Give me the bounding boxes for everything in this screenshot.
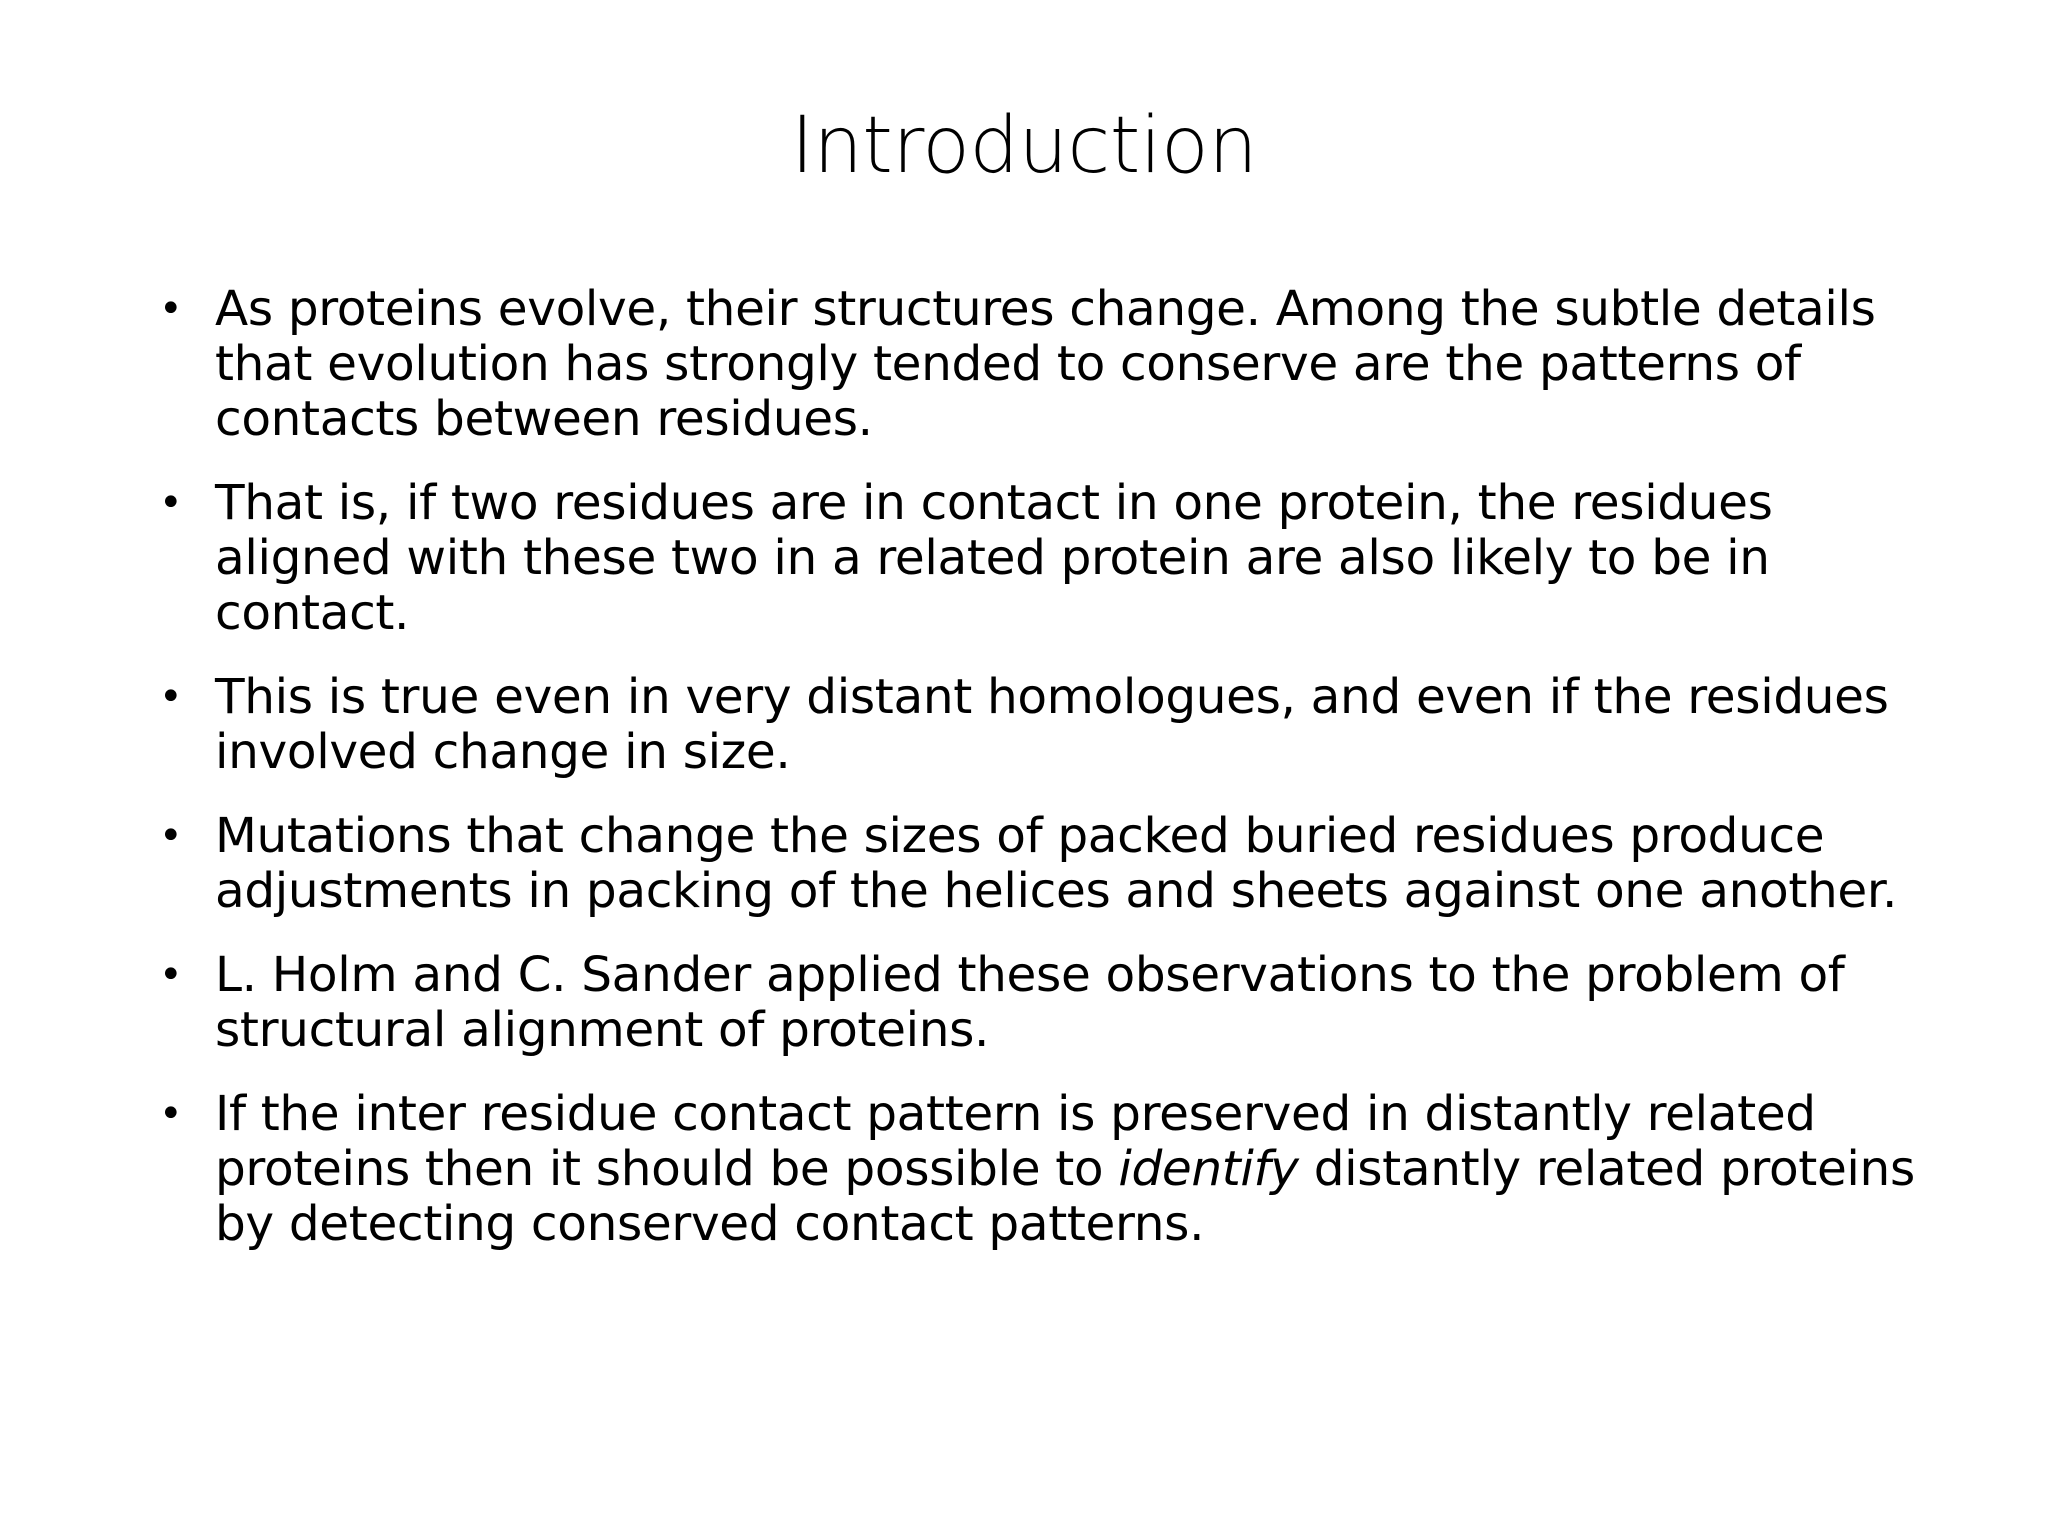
bullet-icon: •	[159, 952, 183, 998]
bullet-text	[215, 1086, 1915, 1252]
bullet-item	[155, 1087, 1915, 1252]
bullet-item	[155, 809, 1915, 919]
bullet-icon: •	[159, 480, 183, 526]
bullet-text: This is true even in very distant homologues, and even if the residues involved change in size.	[215, 669, 1889, 780]
bullet-icon: •	[159, 813, 183, 859]
bullet-text: Mutations that change the sizes of packed buried residues produce adjustments in packing of the helices and sheets against one another.	[215, 808, 1898, 919]
bullet-list	[155, 282, 1915, 1281]
bullet-text: As proteins evolve, their structures change. Among the subtle details that evolution has strongly tended to conserve are the patterns of contacts between residues.	[215, 281, 1876, 447]
bullet-item	[155, 670, 1915, 780]
bullet-item	[155, 948, 1915, 1058]
bullet-icon: •	[159, 1091, 183, 1137]
bullet-item	[155, 476, 1915, 641]
bullet-text-emphasis: identify	[1118, 1141, 1299, 1197]
bullet-item	[155, 282, 1915, 447]
bullet-text: L. Holm and C. Sander applied these observations to the problem of structural alignment of proteins.	[215, 947, 1845, 1058]
bullet-icon: •	[159, 674, 183, 720]
slide-title: Introduction	[790, 101, 1258, 191]
bullet-text: That is, if two residues are in contact in one protein, the residues aligned with these two in a related protein are also likely to be in contact.	[215, 475, 1773, 641]
bullet-text-after: distantly related proteins by detecting conserved contact patterns.	[215, 1141, 1915, 1252]
bullet-icon: •	[159, 286, 183, 332]
bullet-text-before: If the inter residue contact pattern is preserved in distantly related proteins then it should be possible to	[215, 1086, 1816, 1197]
